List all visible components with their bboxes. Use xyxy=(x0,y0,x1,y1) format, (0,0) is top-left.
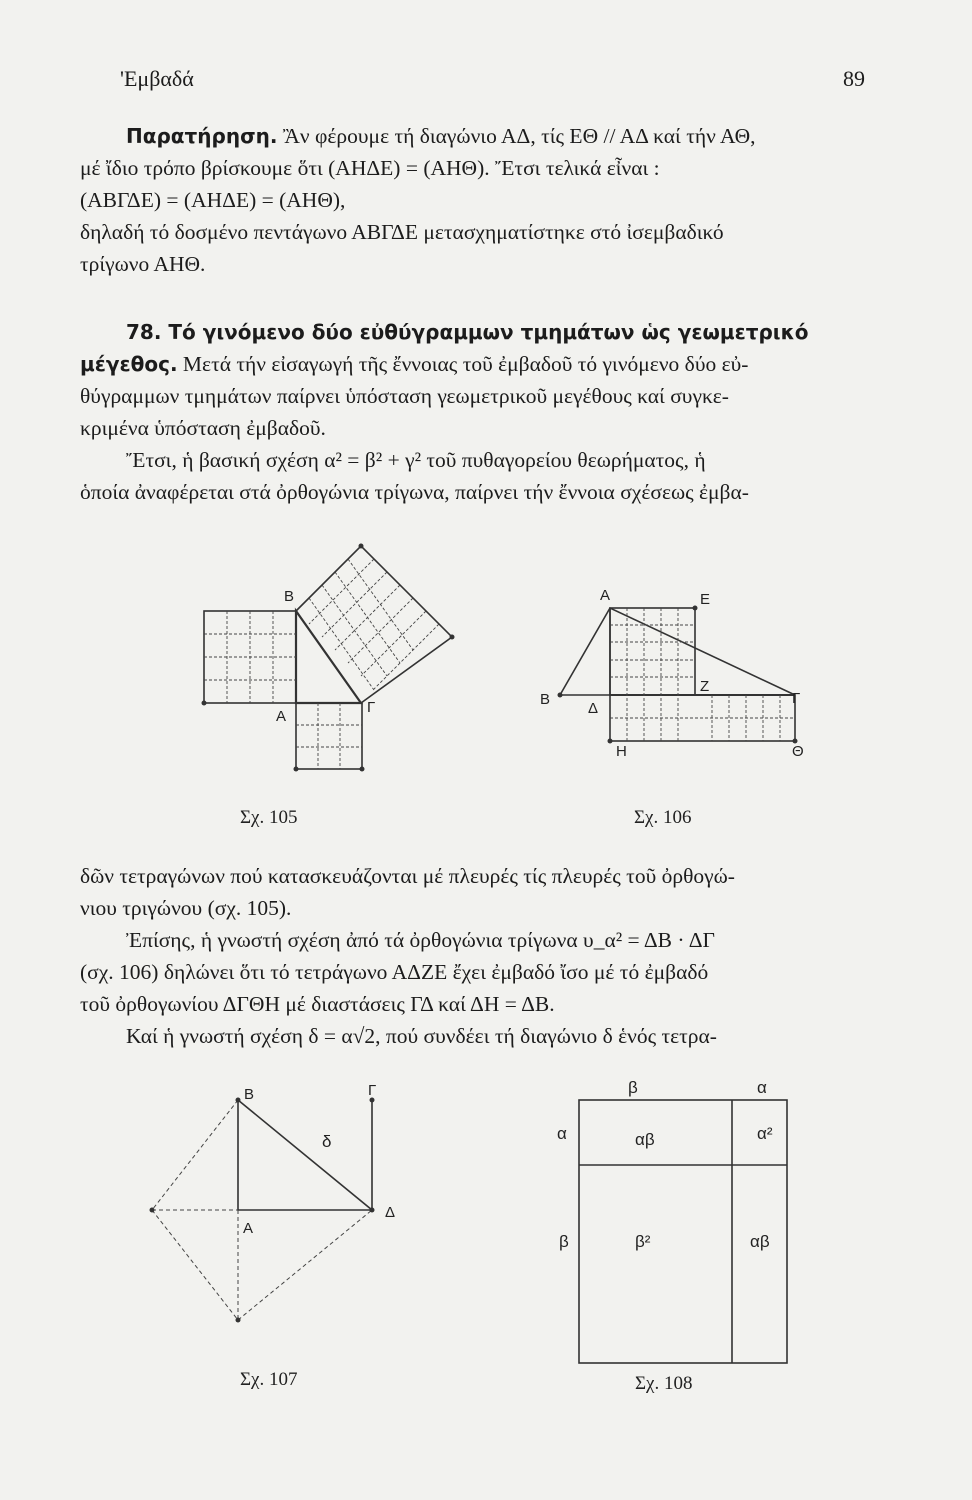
label-D: Δ xyxy=(385,1204,396,1221)
remark-line-3: δηλαδή τό δοσμένο πεντάγωνο ΑΒΓΔΕ μετασχηματίστηκε στό ἰσεμβαδικό xyxy=(80,220,724,244)
label-ab-bottom: αβ xyxy=(750,1232,770,1251)
label-Z: Z xyxy=(700,678,710,695)
section-heading: 78. Τό γινόμενο δύο εὐθύγραμμων τμημάτων ὡς γεωμετρικό xyxy=(126,320,809,344)
cont-line-6: Καί ἡ γνωστή σχέση δ = α√2, πού συνδέει τή διαγώνιο δ ἑνός τετρα- xyxy=(126,1024,717,1048)
remark-label: Παρατήρηση. xyxy=(126,124,278,148)
label-A: A xyxy=(276,708,287,725)
section-title: 'Εμβαδά xyxy=(120,66,194,91)
label-delta: δ xyxy=(322,1132,332,1151)
label-B: B xyxy=(284,588,295,605)
remark-formula: (ΑΒΓΔΕ) = (ΑΗΔΕ) = (ΑΗΘ), xyxy=(80,188,346,212)
triangle-ABG xyxy=(560,608,795,695)
square-ADZE xyxy=(610,608,695,695)
figure-105-drawing xyxy=(190,535,480,835)
cont-line-1: δῶν τετραγώνων πού κατασκευάζονται μέ πλευρές τίς πλευρές τοῦ ὀρθογώ- xyxy=(80,864,735,888)
remark-line-4: τρίγωνο ΑΗΘ. xyxy=(80,252,206,276)
cont-line-5: τοῦ ὀρθογωνίου ΔΓΘΗ μέ διαστάσεις ΓΔ καί ΔΗ = ΔΒ. xyxy=(80,992,555,1016)
square-on-hypotenuse xyxy=(296,546,452,703)
label-beta-left: β xyxy=(559,1232,569,1251)
label-G: Γ xyxy=(792,690,801,707)
label-H: H xyxy=(616,743,627,760)
label-B: B xyxy=(244,1086,255,1103)
label-alpha-top: α xyxy=(757,1078,767,1097)
figure-105 xyxy=(190,535,480,835)
right-triangle xyxy=(238,1100,372,1210)
caption-107: Σχ. 107 xyxy=(240,1369,298,1390)
figure-108 xyxy=(555,1075,815,1395)
pythagoras-line-1: Ἔτσι, ἡ βασική σχέση α² = β² + γ² τοῦ πυθαγορείου θεωρήματος, ἡ xyxy=(126,448,706,472)
figure-107-drawing xyxy=(140,1075,420,1395)
label-beta-top: β xyxy=(628,1078,638,1097)
remark-block xyxy=(80,120,865,280)
section-text-line-1: μέγεθος. Μετά τήν εἰσαγωγή τῆς ἔννοιας τοῦ ἐμβαδοῦ τό γινόμενο δύο εὐ- xyxy=(80,352,749,376)
label-B: B xyxy=(540,691,551,708)
continuation-block xyxy=(80,860,865,1052)
label-E: E xyxy=(700,591,711,608)
cont-line-4: (σχ. 106) δηλώνει ὅτι τό τετράγωνο ΑΔΖΕ ἔχει ἐμβαδό ἴσο μέ τό ἐμβαδό xyxy=(80,960,709,984)
square-on-side-c xyxy=(296,703,362,769)
caption-105: Σχ. 105 xyxy=(240,807,298,828)
label-alpha-squared: α² xyxy=(757,1124,773,1143)
grid-lines xyxy=(204,559,439,769)
figure-108-drawing xyxy=(555,1075,815,1395)
figure-106 xyxy=(530,580,830,830)
figure-106-drawing xyxy=(530,580,830,830)
label-alpha-left: α xyxy=(557,1124,567,1143)
cont-line-3: Ἐπίσης, ἡ γνωστή σχέση ἀπό τά ὀρθογώνια τρίγωνα υ_α² = ΔΒ · ΔΓ xyxy=(126,928,715,952)
label-A: A xyxy=(600,587,611,604)
cont-line-2: νιου τριγώνου (σχ. 105). xyxy=(80,896,292,920)
remark-line-1: Παρατήρηση. Ἂν φέρουμε τή διαγώνιο ΑΔ, τίς ΕΘ // ΑΔ καί τήν ΑΘ, xyxy=(126,124,756,148)
figure-107 xyxy=(140,1075,420,1395)
page-number: 89 xyxy=(843,66,865,91)
label-G: Γ xyxy=(367,699,376,716)
grid-lines xyxy=(610,608,795,741)
label-A: A xyxy=(243,1220,254,1237)
caption-108: Σχ. 108 xyxy=(635,1373,693,1394)
label-G: Γ xyxy=(368,1082,377,1099)
pythagoras-line-2: ὁποία ἀναφέρεται στά ὀρθογώνια τρίγωνα, παίρνει τήν ἔννοια σχέσεως ἐμβα- xyxy=(80,480,749,504)
section-text-line-3: κριμένα ὑπόσταση ἐμβαδοῦ. xyxy=(80,416,326,440)
section-78 xyxy=(80,316,865,508)
label-beta-squared: β² xyxy=(635,1232,651,1251)
remark-line-2: μέ ἴδιο τρόπο βρίσκουμε ὅτι (ΑΗΔΕ) = (ΑΗΘ). Ἔτσι τελικά εἶναι : xyxy=(80,156,660,180)
label-TH: Θ xyxy=(792,743,804,760)
caption-106: Σχ. 106 xyxy=(634,807,692,828)
page-header xyxy=(120,66,865,102)
label-ab-top: αβ xyxy=(635,1130,655,1149)
section-text-line-2: θύγραμμων τμημάτων παίρνει ὑπόσταση γεωμετρικοῦ μεγέθους καί συγκε- xyxy=(80,384,729,408)
label-D: Δ xyxy=(588,700,599,717)
right-triangle xyxy=(296,611,361,703)
